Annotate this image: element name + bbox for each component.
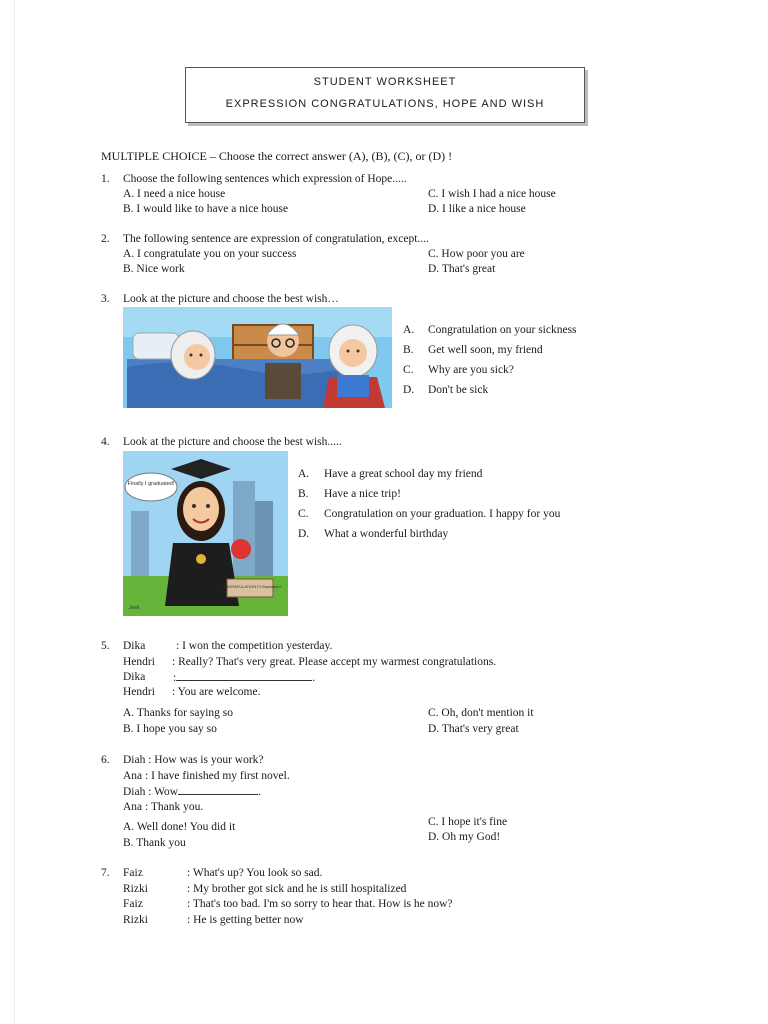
worksheet-title: STUDENT WORKSHEET: [313, 76, 457, 88]
q2-option-b: B. Nice work: [123, 263, 185, 275]
graduation-illustration: [123, 451, 288, 616]
q6-answer-blank: [178, 784, 258, 795]
q5-line-2: : Really? That's very great. Please accept my warmest congratulations.: [172, 656, 497, 668]
instructions: MULTIPLE CHOICE – Choose the correct answer (A), (B), (C), or (D) !: [101, 149, 453, 163]
q7-line-4: : He is getting better now: [187, 914, 304, 926]
q6-option-d: D. Oh my God!: [428, 831, 501, 843]
q1-question: Choose the following sentences which expression of Hope.....: [123, 173, 407, 185]
sign-text: CONGRATULATION Fi Graduated: [219, 584, 281, 589]
q5-number: 5.: [101, 640, 110, 652]
q3-question: Look at the picture and choose the best wish…: [123, 293, 339, 305]
q7-speaker-2: Rizki: [123, 883, 148, 895]
bubble-text: Finally I graduated!: [127, 481, 175, 487]
q5-speaker-4: Hendri: [123, 686, 155, 698]
q4-option-d-letter: D.: [298, 528, 310, 540]
q5-option-c: C. Oh, don't mention it: [428, 707, 534, 719]
q2-question: The following sentence are expression of congratulation, except....: [123, 233, 429, 245]
q5-speaker-1: Dika: [123, 640, 146, 652]
q3-option-a: Congratulation on your sickness: [428, 324, 577, 336]
q2-number: 2.: [101, 233, 110, 245]
q6-line-3-text: Diah : Wow: [123, 786, 179, 798]
q7-speaker-4: Rizki: [123, 914, 148, 926]
q1-option-b: B. I would like to have a nice house: [123, 203, 289, 215]
q3-option-a-letter: A.: [403, 324, 415, 336]
q3-number: 3.: [101, 293, 110, 305]
q3-option-b-letter: B.: [403, 344, 414, 356]
q5-line-1: : I won the competition yesterday.: [176, 640, 333, 652]
q5-option-a: A. Thanks for saying so: [123, 707, 233, 719]
credit-text: Jesk: [129, 605, 140, 611]
q4-option-b-letter: B.: [298, 488, 309, 500]
q7-number: 7.: [101, 867, 110, 879]
q2-option-d: D. That's great: [428, 263, 496, 275]
q5-option-d: D. That's very great: [428, 723, 519, 735]
q1-option-c: C. I wish I had a nice house: [428, 188, 556, 200]
q2-option-a: A. I congratulate you on your success: [123, 248, 297, 260]
q1-option-a: A. I need a nice house: [123, 188, 226, 200]
q6-line-1: Diah : How was is your work?: [123, 754, 264, 766]
q6-line-2: Ana : I have finished my first novel.: [123, 770, 290, 782]
q5-speaker-2: Hendri: [123, 656, 155, 668]
q4-option-b: Have a nice trip!: [324, 488, 401, 500]
q6-line-4: Ana : Thank you.: [123, 801, 204, 813]
q3-option-d: Don't be sick: [428, 384, 489, 396]
q3-option-c-letter: C.: [403, 364, 414, 376]
q4-question: Look at the picture and choose the best wish.....: [123, 436, 342, 448]
q4-number: 4.: [101, 436, 110, 448]
worksheet-subtitle: EXPRESSION CONGRATULATIONS, HOPE AND WISH: [225, 98, 545, 110]
q5-speaker-3: Dika: [123, 671, 146, 683]
q4-option-c: Congratulation on your graduation. I happy for you: [324, 508, 561, 520]
worksheet-title-box: [185, 67, 585, 123]
q7-speaker-3: Faiz: [123, 898, 143, 910]
q4-option-a-letter: A.: [298, 468, 310, 480]
page-edge: [14, 0, 15, 1024]
q6-option-a: A. Well done! You did it: [123, 821, 236, 833]
q7-line-1: : What's up? You look so sad.: [187, 867, 323, 879]
q4-option-d: What a wonderful birthday: [324, 528, 449, 540]
q6-option-b: B. Thank you: [123, 837, 186, 849]
q2-option-c: C. How poor you are: [428, 248, 525, 260]
q6-option-c: C. I hope it's fine: [428, 816, 508, 828]
q1-number: 1.: [101, 173, 110, 185]
q5-line-3-colon: :: [173, 672, 177, 684]
q7-speaker-1: Faiz: [123, 867, 143, 879]
q5-answer-blank: [176, 670, 312, 681]
q4-option-a: Have a great school day my friend: [324, 468, 483, 480]
q5-line-3: : .: [173, 672, 316, 684]
q1-option-d: D. I like a nice house: [428, 203, 526, 215]
q6-line-3: Diah : Wow .: [123, 786, 261, 798]
q3-option-c: Why are you sick?: [428, 364, 514, 376]
sick-visit-illustration: [123, 307, 392, 408]
q4-option-c-letter: C.: [298, 508, 309, 520]
q5-line-4: : You are welcome.: [172, 686, 261, 698]
q7-line-3: : That's too bad. I'm so sorry to hear that. How is he now?: [187, 898, 453, 910]
q5-option-b: B. I hope you say so: [123, 723, 217, 735]
q3-option-d-letter: D.: [403, 384, 415, 396]
q3-option-b: Get well soon, my friend: [428, 344, 543, 356]
q6-number: 6.: [101, 754, 110, 766]
q7-line-2: : My brother got sick and he is still hospitalized: [187, 883, 407, 895]
